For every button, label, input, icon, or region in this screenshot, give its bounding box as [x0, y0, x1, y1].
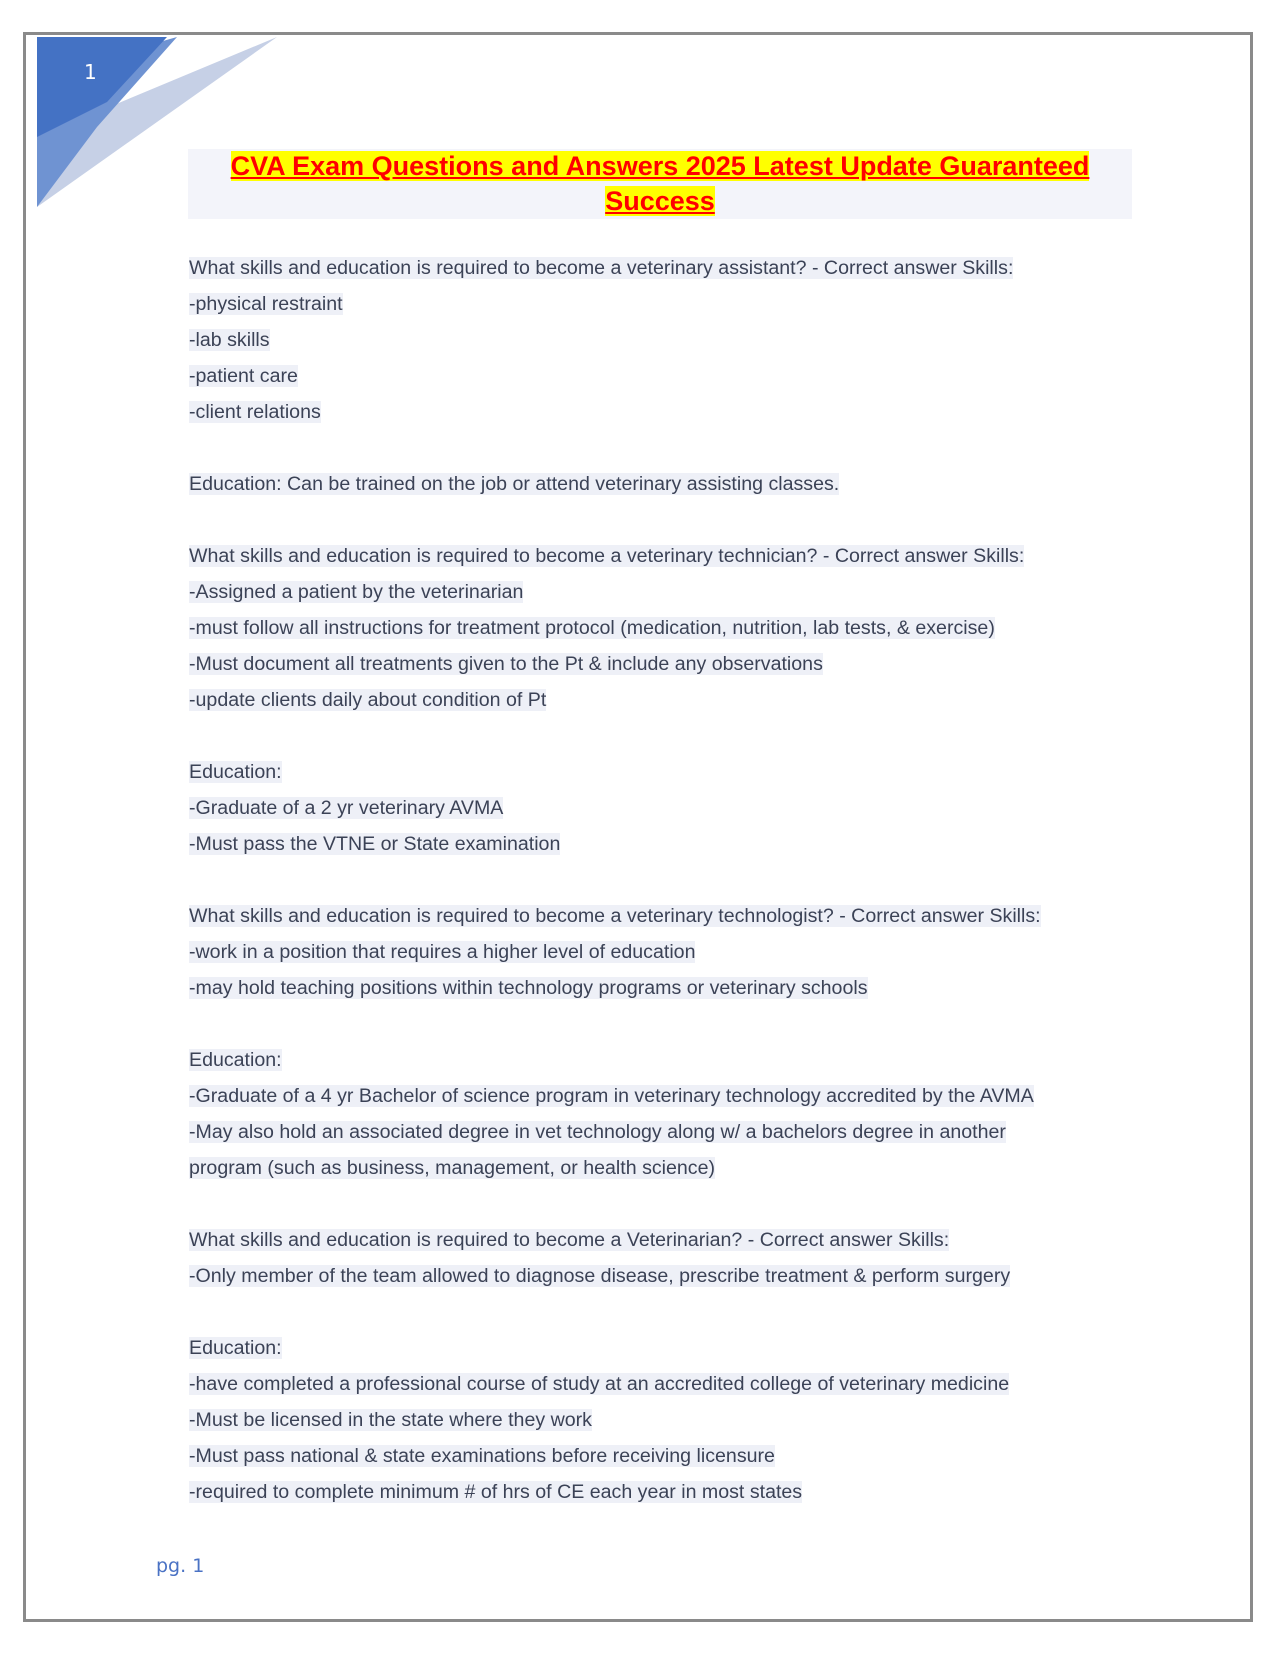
- text-line: [189, 1258, 1149, 1294]
- text-line-content: -may hold teaching positions within technology programs or veterinary schools: [189, 977, 868, 999]
- header-page-number: 1: [84, 60, 97, 84]
- document-body: [189, 250, 1149, 1510]
- text-line-content: -patient care: [189, 365, 298, 387]
- text-line-content: -lab skills: [189, 329, 270, 351]
- text-line: [189, 1042, 1149, 1078]
- text-line: [189, 1150, 1149, 1186]
- title-line-1: CVA Exam Questions and Answers 2025 Latest Update Guaranteed: [230, 151, 1090, 181]
- text-line-content: -work in a position that requires a higher level of education: [189, 941, 696, 963]
- footer-page-label: pg. 1: [156, 1555, 205, 1577]
- text-line: [189, 682, 1149, 718]
- text-line-content: -Must pass national & state examinations before receiving licensure: [189, 1445, 775, 1467]
- text-line: [189, 790, 1149, 826]
- text-line-content: -have completed a professional course of study at an accredited college of veterinary medicine: [189, 1373, 1010, 1395]
- blank-line: [189, 1294, 1149, 1330]
- text-line-content: What skills and education is required to become a Veterinarian? - Correct answer Skills:: [189, 1229, 950, 1251]
- text-line: [189, 466, 1149, 502]
- text-line-content: Education:: [189, 1337, 282, 1359]
- text-line-content: -update clients daily about condition of Pt: [189, 689, 547, 711]
- text-line-content: Education:: [189, 1049, 282, 1071]
- text-line: [189, 970, 1149, 1006]
- text-line-content: What skills and education is required to become a veterinary technician? - Correct answer Skills:: [189, 545, 1025, 567]
- text-line-content: -Must pass the VTNE or State examination: [189, 833, 561, 855]
- text-line-content: Education:: [189, 761, 282, 783]
- blank-line: [189, 718, 1149, 754]
- document-title: [188, 149, 1132, 219]
- text-line-content: -must follow all instructions for treatment protocol (medication, nutrition, lab tests, & exercise): [189, 617, 995, 639]
- text-line: [189, 826, 1149, 862]
- text-line: [189, 1078, 1149, 1114]
- text-line-content: -physical restraint: [189, 293, 343, 315]
- text-line: [189, 1330, 1149, 1366]
- text-line-content: -Graduate of a 4 yr Bachelor of science program in veterinary technology accredited by the AVMA: [189, 1085, 1034, 1107]
- text-line: [189, 1114, 1149, 1150]
- text-line-content: -Only member of the team allowed to diagnose disease, prescribe treatment & perform surgery: [189, 1265, 1011, 1287]
- text-line: [189, 934, 1149, 970]
- blank-line: [189, 1006, 1149, 1042]
- text-line: [189, 1474, 1149, 1510]
- text-line-content: -Must be licensed in the state where they work: [189, 1409, 592, 1431]
- text-line: [189, 394, 1149, 430]
- text-line: [189, 322, 1149, 358]
- text-line-content: -Assigned a patient by the veterinarian: [189, 581, 524, 603]
- blank-line: [189, 862, 1149, 898]
- text-line: [189, 286, 1149, 322]
- text-line-content: What skills and education is required to become a veterinary assistant? - Correct answer Skills:: [189, 257, 1014, 279]
- text-line: [189, 646, 1149, 682]
- text-line: [189, 1222, 1149, 1258]
- text-line-content: -Must document all treatments given to the Pt & include any observations: [189, 653, 823, 675]
- blank-line: [189, 430, 1149, 466]
- text-line-content: Education: Can be trained on the job or attend veterinary assisting classes.: [189, 473, 840, 495]
- text-line: [189, 574, 1149, 610]
- title-line-2: Success: [605, 186, 715, 216]
- text-line: [189, 1366, 1149, 1402]
- text-line: [189, 898, 1149, 934]
- blank-line: [189, 1186, 1149, 1222]
- text-line: [189, 610, 1149, 646]
- text-line: [189, 538, 1149, 574]
- text-line-content: -May also hold an associated degree in vet technology along w/ a bachelors degree in another: [189, 1121, 1006, 1143]
- text-line: [189, 1438, 1149, 1474]
- text-line-content: -client relations: [189, 401, 321, 423]
- text-line-content: What skills and education is required to become a veterinary technologist? - Correct answer Skills:: [189, 905, 1041, 927]
- text-line-content: -required to complete minimum # of hrs of CE each year in most states: [189, 1481, 803, 1503]
- text-line: [189, 1402, 1149, 1438]
- text-line: [189, 250, 1149, 286]
- text-line: [189, 754, 1149, 790]
- text-line-content: -Graduate of a 2 yr veterinary AVMA: [189, 797, 504, 819]
- blank-line: [189, 502, 1149, 538]
- text-line-content: program (such as business, management, or health science): [189, 1157, 716, 1179]
- text-line: [189, 358, 1149, 394]
